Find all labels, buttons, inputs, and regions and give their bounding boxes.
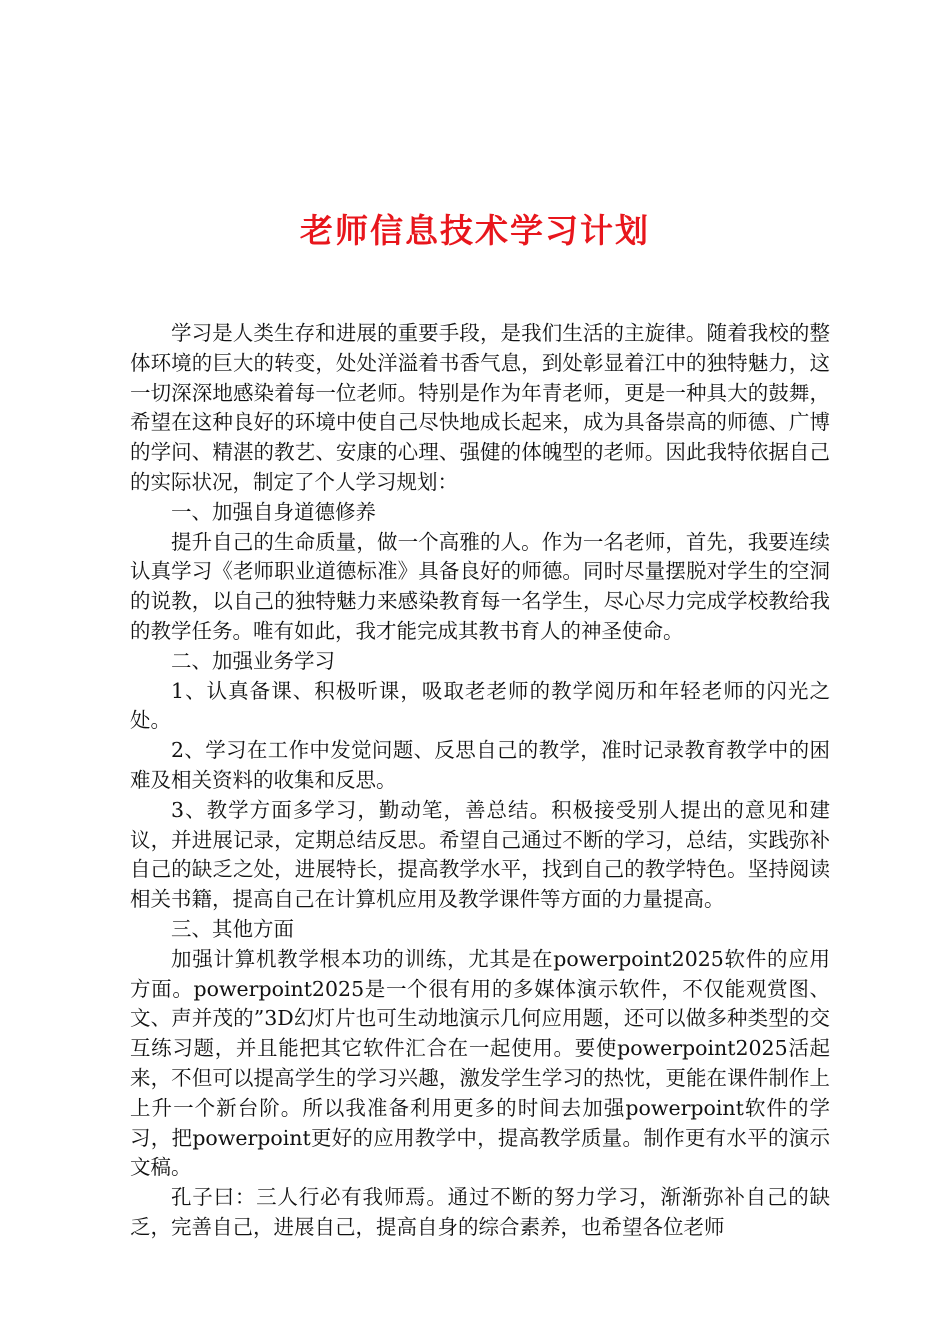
list-item-1: 1、认真备课、积极听课，吸取老老师的教学阅历和年轻老师的闪光之处。 [130,678,830,733]
paragraph-intro: 学习是人类生存和进展的重要手段，是我们生活的主旋律。随着我校的整体环境的巨大的转变，处处洋溢着书香气息，到处彰显着江中的独特魅力，这一切深深地感染着每一位老师。特别是作为年青老师，更是一种具大的鼓舞，希望在这种良好的环境中使自己尽快地成长起来，成为具备崇高的师德、广博的学问、精湛的教艺、安康的心理、强健的体魄型的老师。因此我特依据自己的实际状况，制定了个人学习规划： [130,321,830,494]
paragraph-computer: 加强计算机教学根本功的训练，尤其是在powerpoint2025软件的应用方面。powerpoint2025是一个很有用的多媒体演示软件，不仅能观赏图、文、声并茂的”3D幻灯片也可生动地演示几何应用题，还可以做多种类型的交互练习题，并且能把其它软件汇合在一起使用。要使powerpoint2025活起来，不但可以提高学生的学习兴趣，激发学生学习的热忱，更能在课件制作上上升一个新台阶。所以我准备利用更多的时间去加强powerpoint软件的学习，把powerpoint更好的应用教学中，提高教学质量。制作更有水平的演示文稿。 [130,946,830,1180]
list-item-3: 3、教学方面多学习，勤动笔，善总结。积极接受别人提出的意见和建议，并进展记录，定期总结反思。希望自己通过不断的学习，总结，实践弥补自己的缺乏之处，进展特长，提高教学水平，找到自己的教学特色。坚持阅读相关书籍，提高自己在计算机应用及教学课件等方面的力量提高。 [130,797,830,912]
section-heading-3: 三、其他方面 [171,916,294,941]
section-heading-1: 一、加强自身道德修养 [171,499,376,524]
paragraph-closing: 孔子曰：三人行必有我师焉。通过不断的努力学习，渐渐弥补自己的缺乏，完善自己，进展自己，提高自身的综合素养，也希望各位老师 [130,1185,830,1239]
list-item-2: 2、学习在工作中发觉问题、反思自己的教学，准时记录教育教学中的困难及相关资料的收集和反思。 [130,738,830,792]
paragraph-moral: 提升自己的生命质量，做一个高雅的人。作为一名老师，首先，我要连续认真学习《老师职业道德标准》具备良好的师德。同时尽量摆脱对学生的空洞的说教，以自己的独特魅力来感染教育每一名学生，尽心尽力完成学校教给我的教学任务。唯有如此，我才能完成其教书育人的神圣使命。 [130,529,830,643]
document-body [130,319,830,1243]
section-heading-2: 二、加强业务学习 [171,648,335,673]
document-title: 老师信息技术学习计划 [300,211,650,250]
